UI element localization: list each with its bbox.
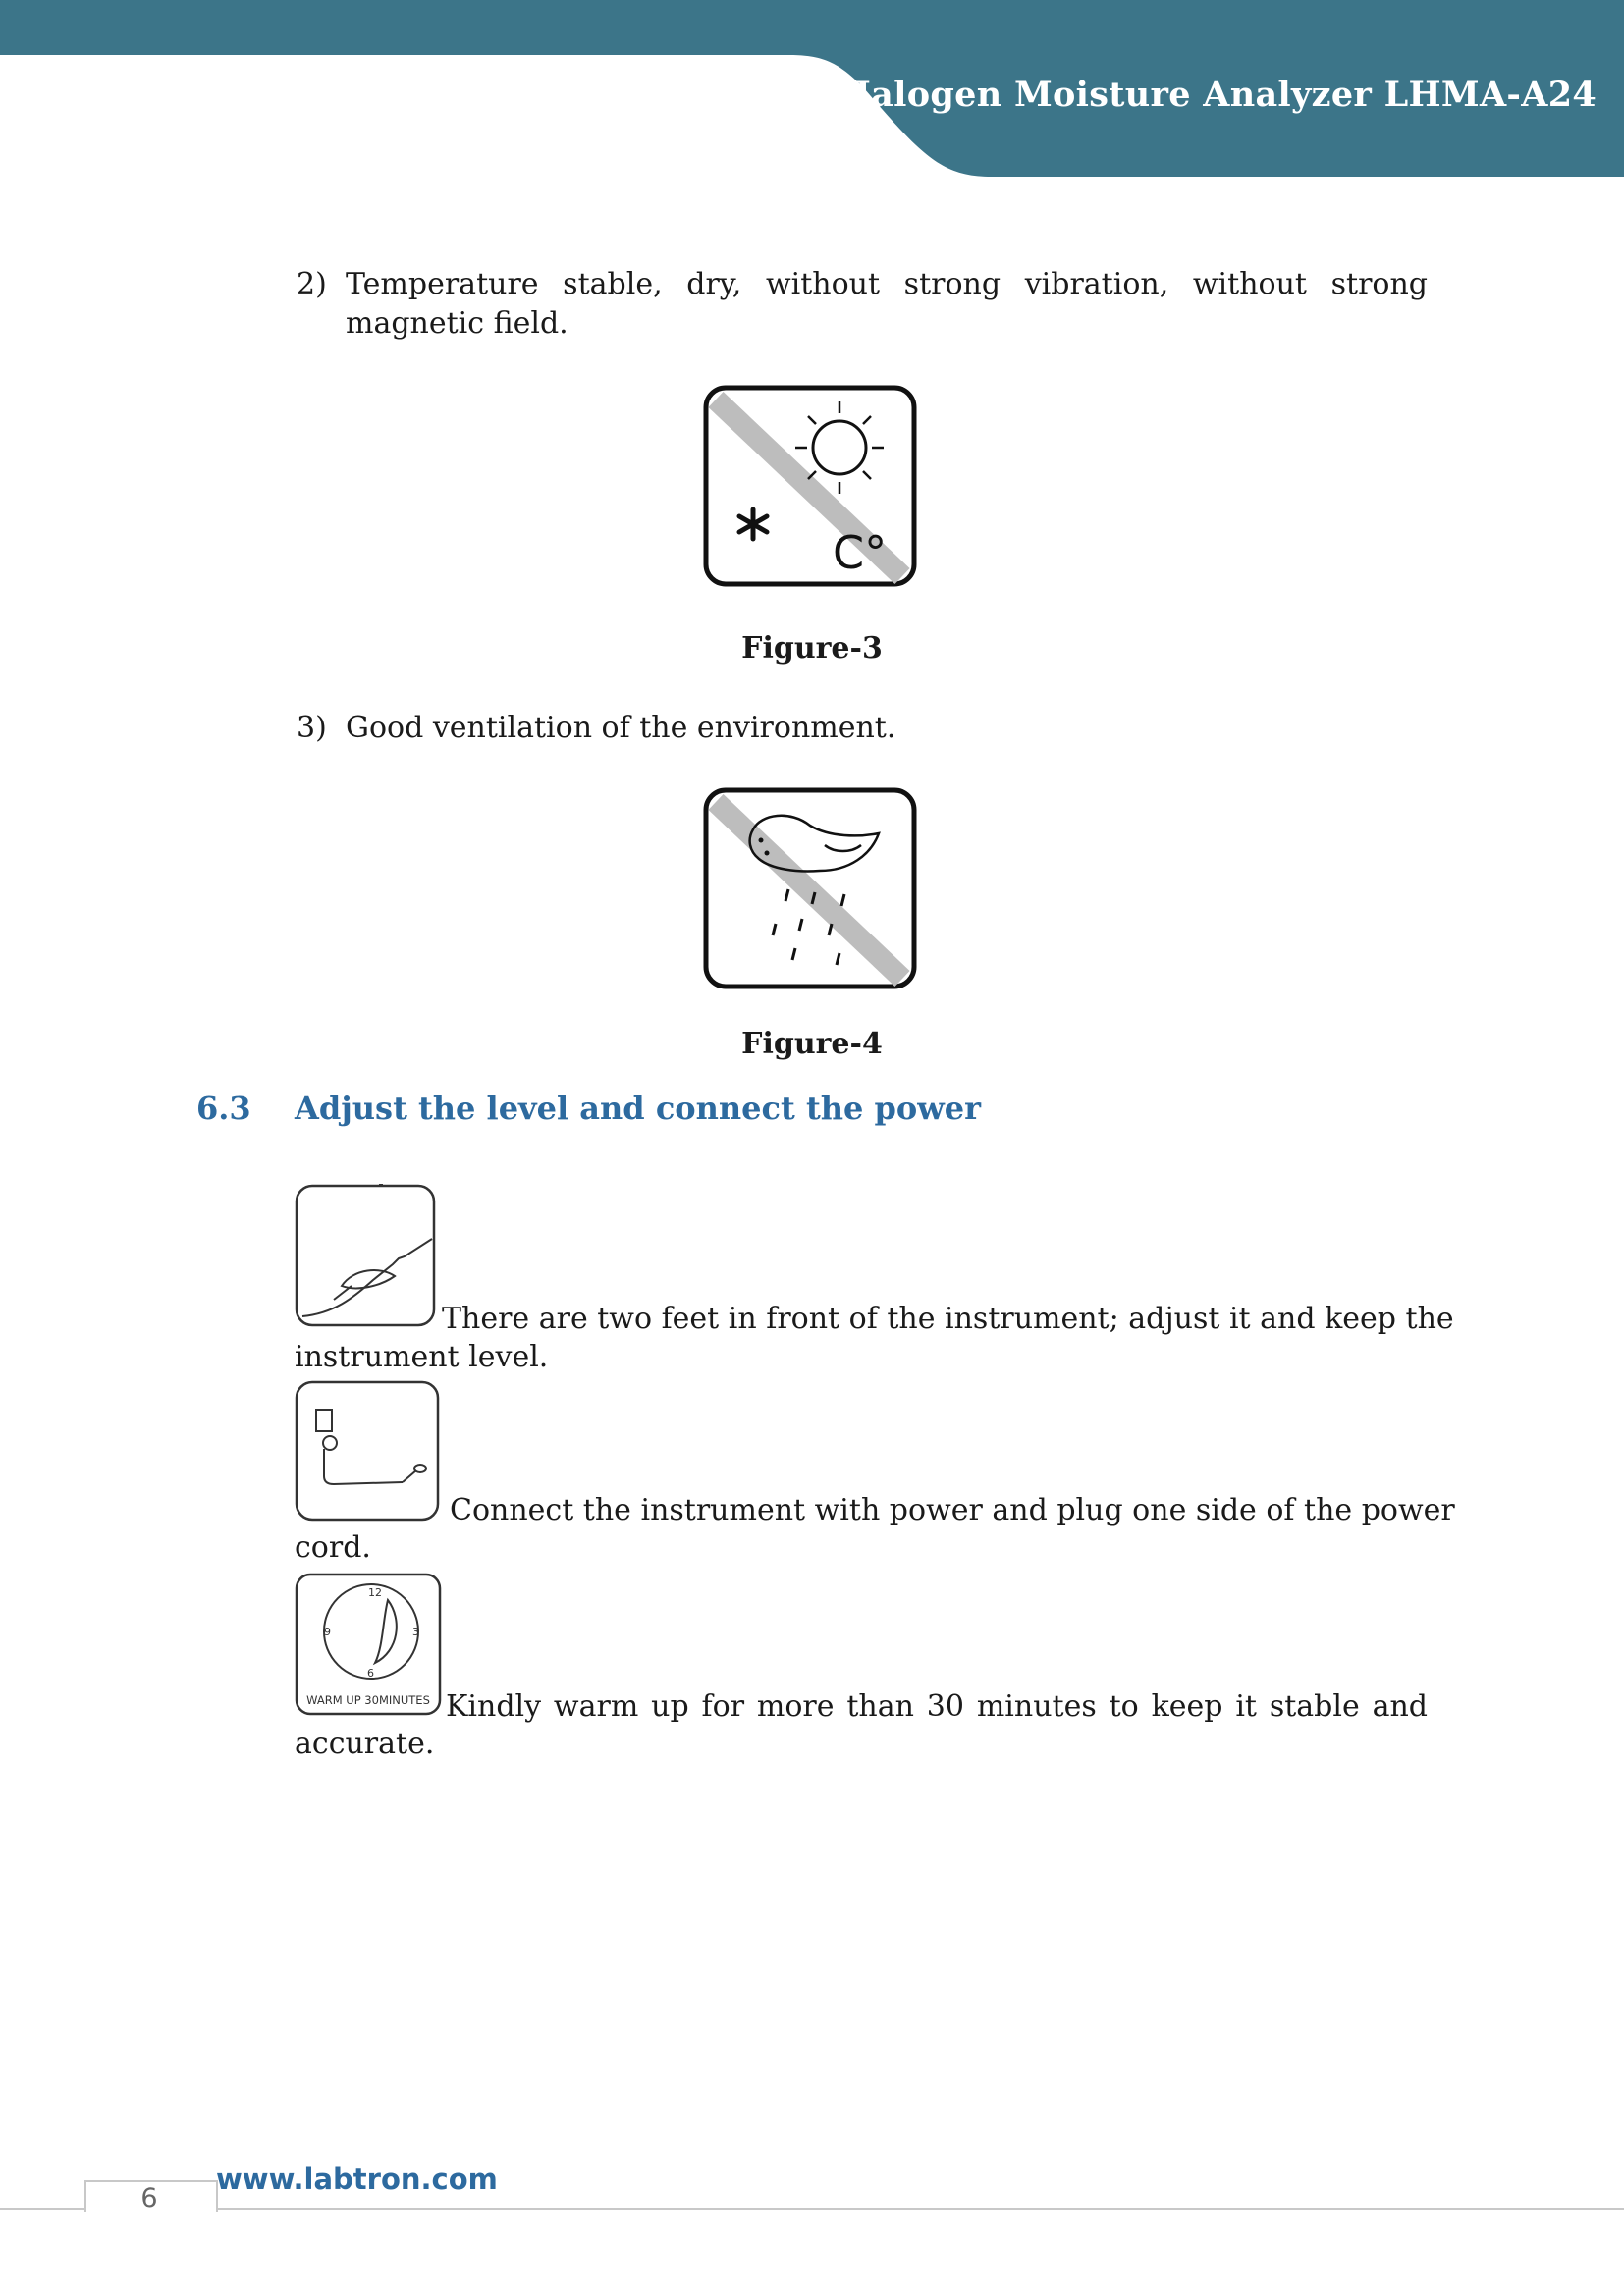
instruction-paragraph — [295, 1184, 1454, 1380]
level-feet-icon — [295, 1184, 436, 1327]
list-item — [297, 709, 1428, 750]
paragraph-text: accurate. — [295, 1727, 435, 1761]
section-number: 6.3 — [196, 1090, 251, 1127]
no-wind-rain-icon — [702, 786, 918, 990]
no-heat-cold-icon — [702, 384, 918, 588]
warm-up-clock-icon — [295, 1573, 442, 1716]
clock-number-9: 9 — [324, 1626, 331, 1638]
figure-caption: Figure-3 — [741, 631, 883, 666]
paragraph-text: cord. — [295, 1530, 371, 1565]
instruction-paragraph — [295, 1380, 1455, 1573]
footer-line — [0, 2208, 1624, 2210]
clock-number-6: 6 — [367, 1667, 374, 1680]
footer-url[interactable]: www.labtron.com — [216, 2163, 498, 2196]
paragraph-text: Kindly warm up for more than 30 minutes to keep it stable and — [446, 1689, 1428, 1724]
paragraph-text: Connect the instrument with power and plug one side of the power — [450, 1493, 1455, 1527]
warm-up-label: WARM UP 30MINUTES — [306, 1693, 430, 1707]
list-item-text: Temperature stable, dry, without strong vibration, without strong magnetic field. — [346, 267, 1428, 341]
instruction-paragraph — [295, 1573, 1428, 1769]
list-item-number: 2) — [297, 267, 327, 301]
list-item — [297, 265, 1428, 347]
power-cord-icon — [295, 1380, 440, 1522]
celsius-label: C° — [833, 526, 888, 579]
document-title: Halogen Moisture Analyzer LHMA-A24 — [838, 75, 1597, 115]
list-item-text: Good ventilation of the environment. — [346, 711, 896, 745]
page-number: 6 — [140, 2183, 158, 2214]
list-item-number: 3) — [297, 711, 327, 745]
paragraph-text: instrument level. — [295, 1340, 549, 1374]
clock-number-3: 3 — [412, 1626, 419, 1638]
clock-number-12: 12 — [368, 1586, 382, 1599]
section-title: Adjust the level and connect the power — [295, 1090, 981, 1127]
paragraph-text: There are two feet in front of the instrument; adjust it and keep the — [442, 1302, 1454, 1336]
figure-caption: Figure-4 — [741, 1027, 883, 1061]
